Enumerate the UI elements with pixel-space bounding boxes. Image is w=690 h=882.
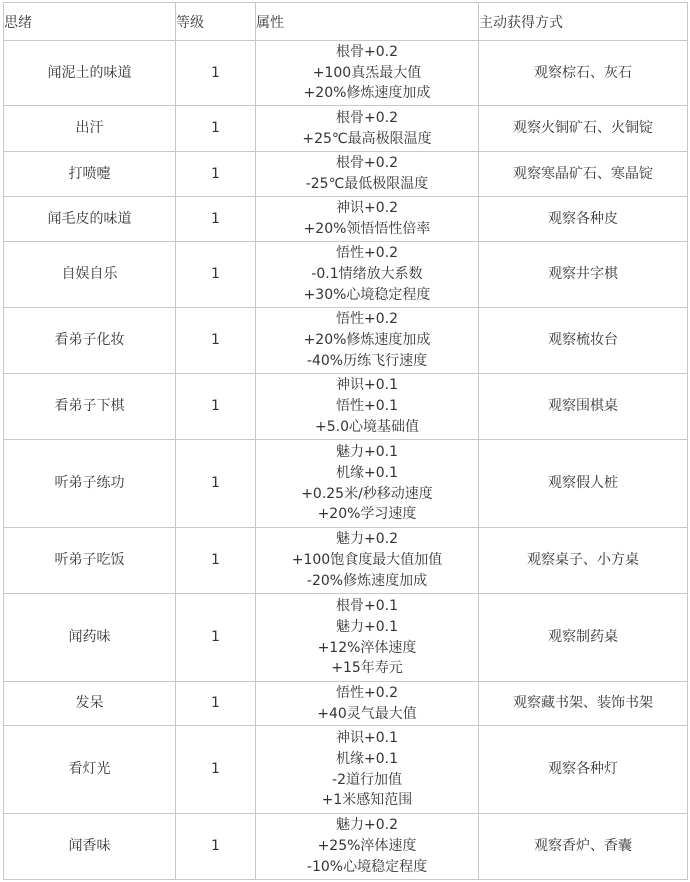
level-value: 1 bbox=[176, 682, 256, 726]
level-value: 1 bbox=[176, 308, 256, 374]
attribute-line: 根骨+0.2 bbox=[336, 155, 398, 172]
attribute-line: 魅力+0.1 bbox=[336, 618, 398, 635]
attributes-cell bbox=[256, 106, 479, 152]
table-row bbox=[4, 308, 688, 374]
level-value: 1 bbox=[176, 528, 256, 594]
level-value: 1 bbox=[176, 197, 256, 242]
attribute-line: +100饱食度最大值加值 bbox=[291, 552, 443, 569]
source-method: 观察火铜矿石、火铜锭 bbox=[479, 106, 688, 152]
attribute-line: 根骨+0.2 bbox=[336, 43, 398, 60]
table-row bbox=[4, 682, 688, 726]
attribute-line: +0.25米/秒移动速度 bbox=[301, 485, 433, 502]
attribute-line: +40灵气最大值 bbox=[317, 705, 417, 722]
thought-name: 闻毛皮的味道 bbox=[4, 197, 176, 242]
source-method: 观察香炉、香囊 bbox=[479, 814, 688, 880]
table-row bbox=[4, 594, 688, 682]
table-row bbox=[4, 726, 688, 814]
attributes-cell bbox=[256, 41, 479, 106]
attribute-line: 根骨+0.2 bbox=[336, 109, 398, 126]
attribute-line: +1米感知范围 bbox=[321, 792, 413, 809]
thought-name: 发呆 bbox=[4, 682, 176, 726]
attribute-line: +25℃最高极限温度 bbox=[302, 130, 432, 147]
header-thought: 思绪 bbox=[4, 3, 176, 41]
attribute-line: 神识+0.2 bbox=[336, 200, 398, 217]
thought-name: 闻药味 bbox=[4, 594, 176, 682]
source-method: 观察制药桌 bbox=[479, 594, 688, 682]
table-row bbox=[4, 814, 688, 880]
table-row bbox=[4, 374, 688, 440]
attribute-line: +20%领悟悟性倍率 bbox=[303, 221, 431, 237]
thought-name: 听弟子吃饭 bbox=[4, 528, 176, 594]
attribute-line: +20%修炼速度加成 bbox=[303, 85, 431, 102]
level-value: 1 bbox=[176, 152, 256, 197]
thought-name: 打喷嚏 bbox=[4, 152, 176, 197]
attributes-cell bbox=[256, 726, 479, 814]
thought-name: 看灯光 bbox=[4, 726, 176, 814]
attributes-cell bbox=[256, 374, 479, 440]
level-value: 1 bbox=[176, 41, 256, 106]
attribute-line: 悟性+0.1 bbox=[336, 398, 398, 415]
table-row bbox=[4, 41, 688, 106]
attribute-line: +15年寿元 bbox=[331, 660, 403, 677]
level-value: 1 bbox=[176, 726, 256, 814]
attribute-line: -0.1情绪放大系数 bbox=[311, 266, 423, 283]
attributes-cell bbox=[256, 197, 479, 242]
level-value: 1 bbox=[176, 106, 256, 152]
attributes-cell bbox=[256, 440, 479, 528]
attributes-cell bbox=[256, 528, 479, 594]
attributes-cell bbox=[256, 594, 479, 682]
attribute-line: 魅力+0.2 bbox=[336, 817, 398, 834]
source-method: 观察围棋桌 bbox=[479, 374, 688, 440]
attribute-line: 根骨+0.1 bbox=[336, 597, 398, 614]
thoughts-table bbox=[3, 2, 688, 880]
table-row bbox=[4, 106, 688, 152]
table-row bbox=[4, 440, 688, 528]
source-method: 观察梳妆台 bbox=[479, 308, 688, 374]
thought-name: 闻泥土的味道 bbox=[4, 41, 176, 106]
source-method: 观察藏书架、装饰书架 bbox=[479, 682, 688, 726]
attributes-cell bbox=[256, 152, 479, 197]
thought-name: 闻香味 bbox=[4, 814, 176, 880]
level-value: 1 bbox=[176, 374, 256, 440]
attribute-line: 机缘+0.1 bbox=[336, 750, 398, 767]
attribute-line: -20%修炼速度加成 bbox=[306, 572, 428, 589]
level-value: 1 bbox=[176, 242, 256, 308]
attribute-line: +100真炁最大值 bbox=[312, 64, 422, 81]
source-method: 观察棕石、灰石 bbox=[479, 41, 688, 106]
header-attributes: 属性 bbox=[256, 3, 479, 41]
attribute-line: +20%学习速度 bbox=[317, 506, 417, 523]
attribute-line: 神识+0.1 bbox=[336, 377, 398, 394]
attributes-cell bbox=[256, 814, 479, 880]
attribute-line: -25℃最低极限温度 bbox=[305, 176, 429, 192]
attributes-cell bbox=[256, 682, 479, 726]
thought-name: 看弟子下棋 bbox=[4, 374, 176, 440]
attribute-line: -10%心境稳定程度 bbox=[306, 858, 428, 875]
attributes-cell bbox=[256, 308, 479, 374]
attributes-cell bbox=[256, 242, 479, 308]
header-level: 等级 bbox=[176, 3, 256, 41]
attribute-line: 悟性+0.2 bbox=[336, 684, 398, 701]
thought-name: 看弟子化妆 bbox=[4, 308, 176, 374]
table-header-row bbox=[4, 3, 688, 41]
source-method: 观察桌子、小方桌 bbox=[479, 528, 688, 594]
attribute-line: -2道行加值 bbox=[332, 771, 402, 788]
source-method: 观察假人桩 bbox=[479, 440, 688, 528]
attribute-line: +25%淬体速度 bbox=[317, 838, 417, 855]
attribute-line: 魅力+0.2 bbox=[336, 531, 398, 548]
attribute-line: +5.0心境基础值 bbox=[315, 418, 419, 435]
attribute-line: 魅力+0.1 bbox=[336, 443, 398, 460]
table-row bbox=[4, 528, 688, 594]
attribute-line: +20%修炼速度加成 bbox=[303, 332, 431, 349]
source-method: 观察井字棋 bbox=[479, 242, 688, 308]
attribute-line: 悟性+0.2 bbox=[336, 311, 398, 328]
table-row bbox=[4, 152, 688, 197]
level-value: 1 bbox=[176, 814, 256, 880]
header-source: 主动获得方式 bbox=[479, 3, 688, 41]
attribute-line: 机缘+0.1 bbox=[336, 464, 398, 481]
thought-name: 自娱自乐 bbox=[4, 242, 176, 308]
attribute-line: 悟性+0.2 bbox=[336, 245, 398, 262]
source-method: 观察各种灯 bbox=[479, 726, 688, 814]
level-value: 1 bbox=[176, 440, 256, 528]
source-method: 观察各种皮 bbox=[479, 197, 688, 242]
attribute-line: 神识+0.1 bbox=[336, 729, 398, 746]
thought-name: 听弟子练功 bbox=[4, 440, 176, 528]
source-method: 观察寒晶矿石、寒晶锭 bbox=[479, 152, 688, 197]
attribute-line: +12%淬体速度 bbox=[317, 639, 417, 656]
level-value: 1 bbox=[176, 594, 256, 682]
table-row bbox=[4, 242, 688, 308]
attribute-line: -40%历练飞行速度 bbox=[306, 352, 428, 369]
attribute-line: +30%心境稳定程度 bbox=[303, 286, 431, 303]
thought-name: 出汗 bbox=[4, 106, 176, 152]
table-row bbox=[4, 197, 688, 242]
